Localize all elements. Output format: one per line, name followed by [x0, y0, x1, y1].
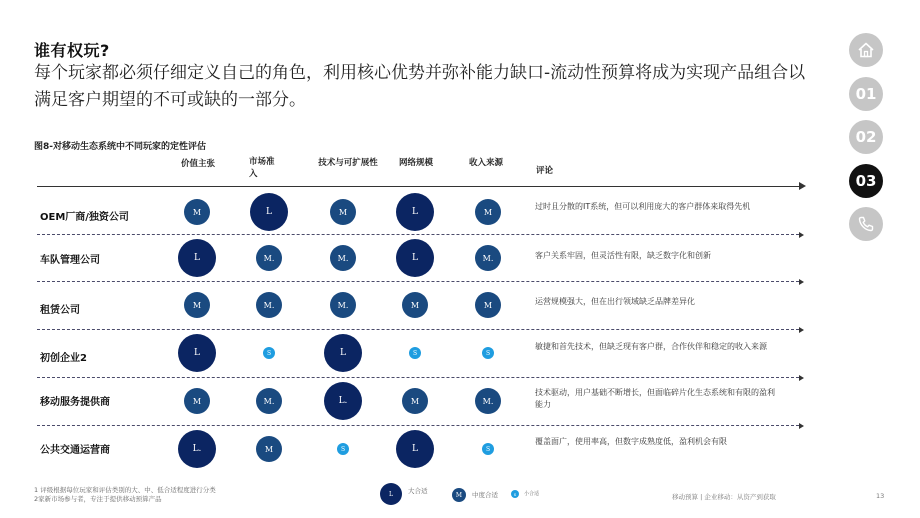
rating-circle-m: M [184, 388, 210, 414]
row-label: 租赁公司 [40, 305, 80, 316]
rating-circle-m: M. [475, 245, 501, 271]
rating-circle-l: L [396, 430, 434, 468]
rating-circle-l: L. [324, 382, 362, 420]
row-comment: 客户关系牢固，但灵活性有限，缺乏数字化和创新 [535, 251, 711, 260]
rating-circle-l: L. [178, 430, 216, 468]
row-divider-arrow [799, 279, 804, 285]
column-header-market-access: 市场准入 [249, 157, 275, 179]
rating-circle-s: S [482, 443, 494, 455]
column-header-value-proposition: 价值主张 [180, 159, 215, 169]
legend-medium-label: 中度合适 [472, 491, 498, 499]
page-subtitle: 每个玩家都必须仔细定义自己的角色，利用核心优势并弥补能力缺口-流动性预算将成为实现产品组合以满足客户期望的不可或缺的一部分。 [34, 63, 806, 110]
rating-circle-m: M [256, 436, 282, 462]
row-comment: 敏捷和首先技术，但缺乏现有客户群，合作伙伴和稳定的收入来源 [535, 342, 767, 351]
row-label: 公共交通运营商 [40, 445, 110, 456]
row-divider-arrow [799, 375, 804, 381]
row-comment: 覆盖面广，使用率高，但数字成熟度低，盈利机会有限 [535, 437, 727, 446]
rating-circle-l: L [250, 193, 288, 231]
row-divider [37, 329, 799, 330]
legend-small-label: 小合适 [524, 491, 540, 497]
rating-circle-m: M [330, 199, 356, 225]
nav-phone-button[interactable] [849, 207, 883, 241]
row-divider-arrow [799, 327, 804, 333]
rating-circle-l: L [178, 239, 216, 277]
rating-circle-s: S [482, 347, 494, 359]
nav-item-01[interactable]: 01 [849, 77, 883, 111]
rating-circle-m: M [475, 292, 501, 318]
footer-source: 移动预算 | 企业移动：从资产到获取 [672, 493, 776, 501]
rating-circle-m: M. [475, 388, 501, 414]
rating-circle-s: S [263, 347, 275, 359]
row-divider-arrow [799, 423, 804, 429]
row-divider [37, 377, 799, 378]
page-title: 谁有权玩? [34, 41, 110, 60]
legend-large-circle: L [380, 483, 402, 505]
rating-circle-s: S [337, 443, 349, 455]
rating-circle-m: M [184, 199, 210, 225]
footnote-1: 1 评级根据每位玩家和评估类别的大、中、低合适程度进行分类 [34, 486, 216, 494]
rating-circle-m: M. [256, 292, 282, 318]
row-comment: 运营规模强大，但在出行领域缺乏品牌差异化 [535, 297, 695, 306]
rating-circle-m: M [402, 292, 428, 318]
figure-title: 图8-对移动生态系统中不同玩家的定性评估 [34, 142, 206, 152]
column-header-network-scale: 网络规模 [398, 158, 433, 168]
row-divider [37, 234, 799, 235]
rating-circle-m: M. [330, 292, 356, 318]
legend-large-label: 大合适 [408, 487, 428, 495]
rating-circle-m: M [475, 199, 501, 225]
rating-circle-m: M. [330, 245, 356, 271]
rating-circle-m: M [184, 292, 210, 318]
legend-small-circle: S [511, 490, 519, 498]
legend-medium-circle: M [452, 488, 466, 502]
row-label: 车队管理公司 [40, 255, 100, 266]
row-comment: 过时且分散的IT系统，但可以利用庞大的客户群体来取得先机 [535, 202, 751, 211]
nav-home-button[interactable] [849, 33, 883, 67]
rating-circle-m: M [402, 388, 428, 414]
column-header-revenue-source: 收入来源 [468, 158, 503, 168]
rating-circle-m: M. [256, 388, 282, 414]
home-icon [856, 40, 876, 60]
row-label: 移动服务提供商 [40, 397, 110, 408]
column-header-comment: 评论 [536, 166, 554, 176]
row-label: OEM厂商/独资公司 [40, 212, 129, 223]
page-number: 13 [876, 492, 885, 500]
phone-icon [857, 215, 875, 233]
nav-item-03[interactable]: 03 [849, 164, 883, 198]
footnote [34, 486, 216, 504]
header-divider-arrow [799, 182, 806, 190]
row-divider-arrow [799, 232, 804, 238]
rating-circle-m: M. [256, 245, 282, 271]
row-comment: 技术驱动，用户基础不断增长，但面临碎片化生态系统和有限的盈利能力 [535, 388, 775, 409]
rating-circle-l: L [178, 334, 216, 372]
rating-circle-l: L [396, 193, 434, 231]
rating-circle-s: S [409, 347, 421, 359]
row-divider [37, 281, 799, 282]
header-divider [37, 186, 799, 187]
nav-item-02[interactable]: 02 [849, 120, 883, 154]
row-label: 初创企业2 [40, 353, 87, 364]
column-header-tech-scalability: 技术与可扩展性 [318, 158, 378, 168]
rating-circle-l: L [396, 239, 434, 277]
footnote-2: 2家新市场参与者，专注于提供移动预算产品 [34, 495, 162, 503]
rating-circle-l: L [324, 334, 362, 372]
row-divider [37, 425, 799, 426]
